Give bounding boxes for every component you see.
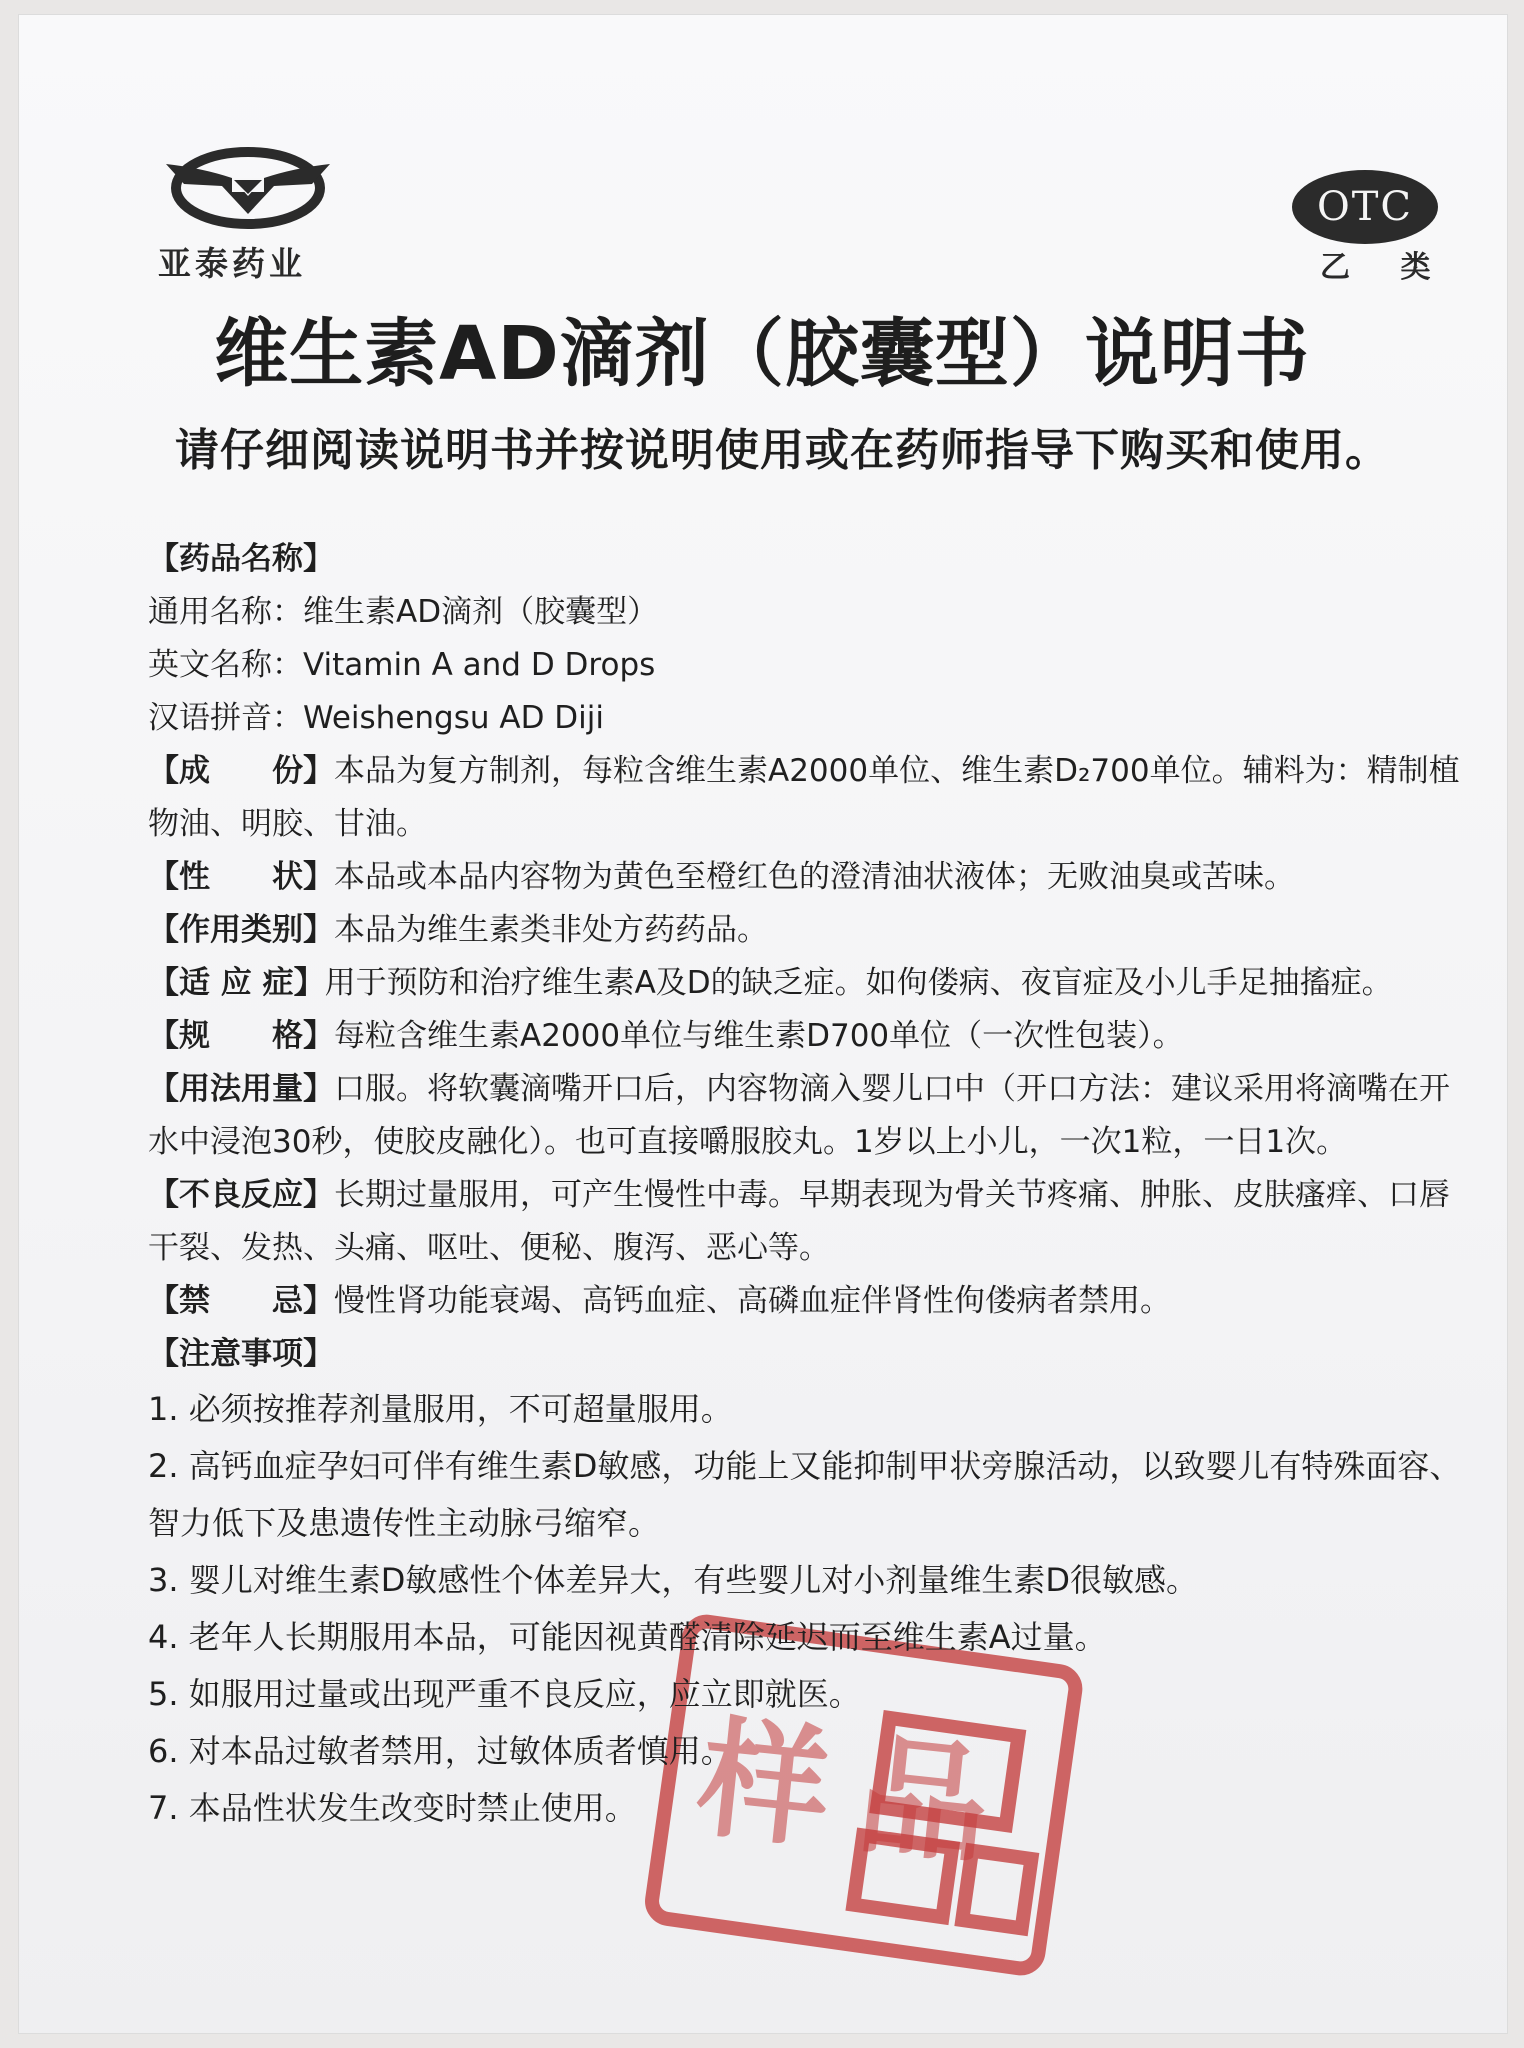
precaution-item: 1. 必须按推荐剂量服用，不可超量服用。 [148,1390,733,1428]
appearance-text: 本品或本品内容物为黄色至橙红色的澄清油状液体；无败油臭或苦味。 [334,859,1295,895]
precaution-item: 7. 本品性状发生改变时禁止使用。 [148,1789,637,1827]
precaution-item: 2. 高钙血症孕妇可伴有维生素D敏感，功能上又能抑制甲状旁腺活动，以致婴儿有特殊面容、智力低下及患遗传性主动脉弓缩窄。 [148,1447,1462,1542]
appearance-label: 【性 状】 [148,859,334,895]
section-adverse [148,1169,1466,1275]
page-title: 维生素AD滴剂（胶囊型）说明书 [214,311,1310,397]
precaution-item: 3. 婴儿对维生素D敏感性个体差异大，有些婴儿对小剂量维生素D很敏感。 [148,1561,1198,1599]
adverse-text: 长期过量服用，可产生慢性中毒。早期表现为骨关节疼痛、肿胀、皮肤瘙痒、口唇干裂、发热、头痛、呕吐、便秘、腹泻、恶心等。 [148,1177,1450,1266]
specification-text: 每粒含维生素A2000单位与维生素D700单位（一次性包装）。 [334,1018,1184,1054]
category-label: 【作用类别】 [148,912,334,948]
section-contraindications [148,1275,1466,1328]
section-dosage [148,1063,1466,1169]
company-logo-icon [162,138,334,234]
precaution-item: 6. 对本品过敏者禁用，过敏体质者慎用。 [148,1732,733,1770]
section-appearance [148,851,1466,904]
pinyin-name: 汉语拼音：Weishengsu AD Diji [148,700,605,736]
page-subtitle: 请仔细阅读说明书并按说明使用或在药师指导下购买和使用。 [175,425,1390,476]
section-specification [148,1010,1466,1063]
otc-category: 乙 类 [1320,250,1451,285]
precaution-item: 4. 老年人长期服用本品，可能因视黄醛清除延迟而至维生素A过量。 [148,1618,1107,1656]
section-indications [148,957,1466,1010]
category-text: 本品为维生素类非处方药药品。 [334,912,768,948]
otc-label: OTC [1316,184,1414,230]
company-name: 亚泰药业 [158,244,306,283]
contraindications-label: 【禁 忌】 [148,1283,334,1319]
stamp-text: 样品 [691,1701,1026,1887]
section-category [148,904,1466,957]
leaflet-content [148,533,1466,1837]
indications-text: 用于预防和治疗维生素A及D的缺乏症。如佝偻病、夜盲症及小儿手足抽搐症。 [324,965,1393,1001]
english-name: 英文名称：Vitamin A and D Drops [148,647,656,683]
section-ingredients [148,745,1466,851]
otc-badge [1290,168,1440,246]
ingredients-text: 本品为复方制剂，每粒含维生素A2000单位、维生素D₂700单位。辅料为：精制植物油、明胶、甘油。 [148,753,1460,842]
dosage-label: 【用法用量】 [148,1071,334,1107]
section-name-label: 【药品名称】 [148,541,334,577]
adverse-label: 【不良反应】 [148,1177,334,1213]
precautions-label: 【注意事项】 [148,1336,334,1372]
indications-label: 【适 应 症】 [148,965,325,1001]
precaution-item: 5. 如服用过量或出现严重不良反应，应立即就医。 [148,1675,861,1713]
specification-label: 【规 格】 [148,1018,334,1054]
dosage-text: 口服。将软囊滴嘴开口后，内容物滴入婴儿口中（开口方法：建议采用将滴嘴在开水中浸泡30秒，使胶皮融化）。也可直接嚼服胶丸。1岁以上小儿，一次1粒，一日1次。 [148,1071,1450,1160]
generic-name: 通用名称：维生素AD滴剂（胶囊型） [148,594,659,630]
contraindications-text: 慢性肾功能衰竭、高钙血症、高磷血症伴肾性佝偻病者禁用。 [334,1283,1171,1319]
ingredients-label: 【成 份】 [148,753,334,789]
